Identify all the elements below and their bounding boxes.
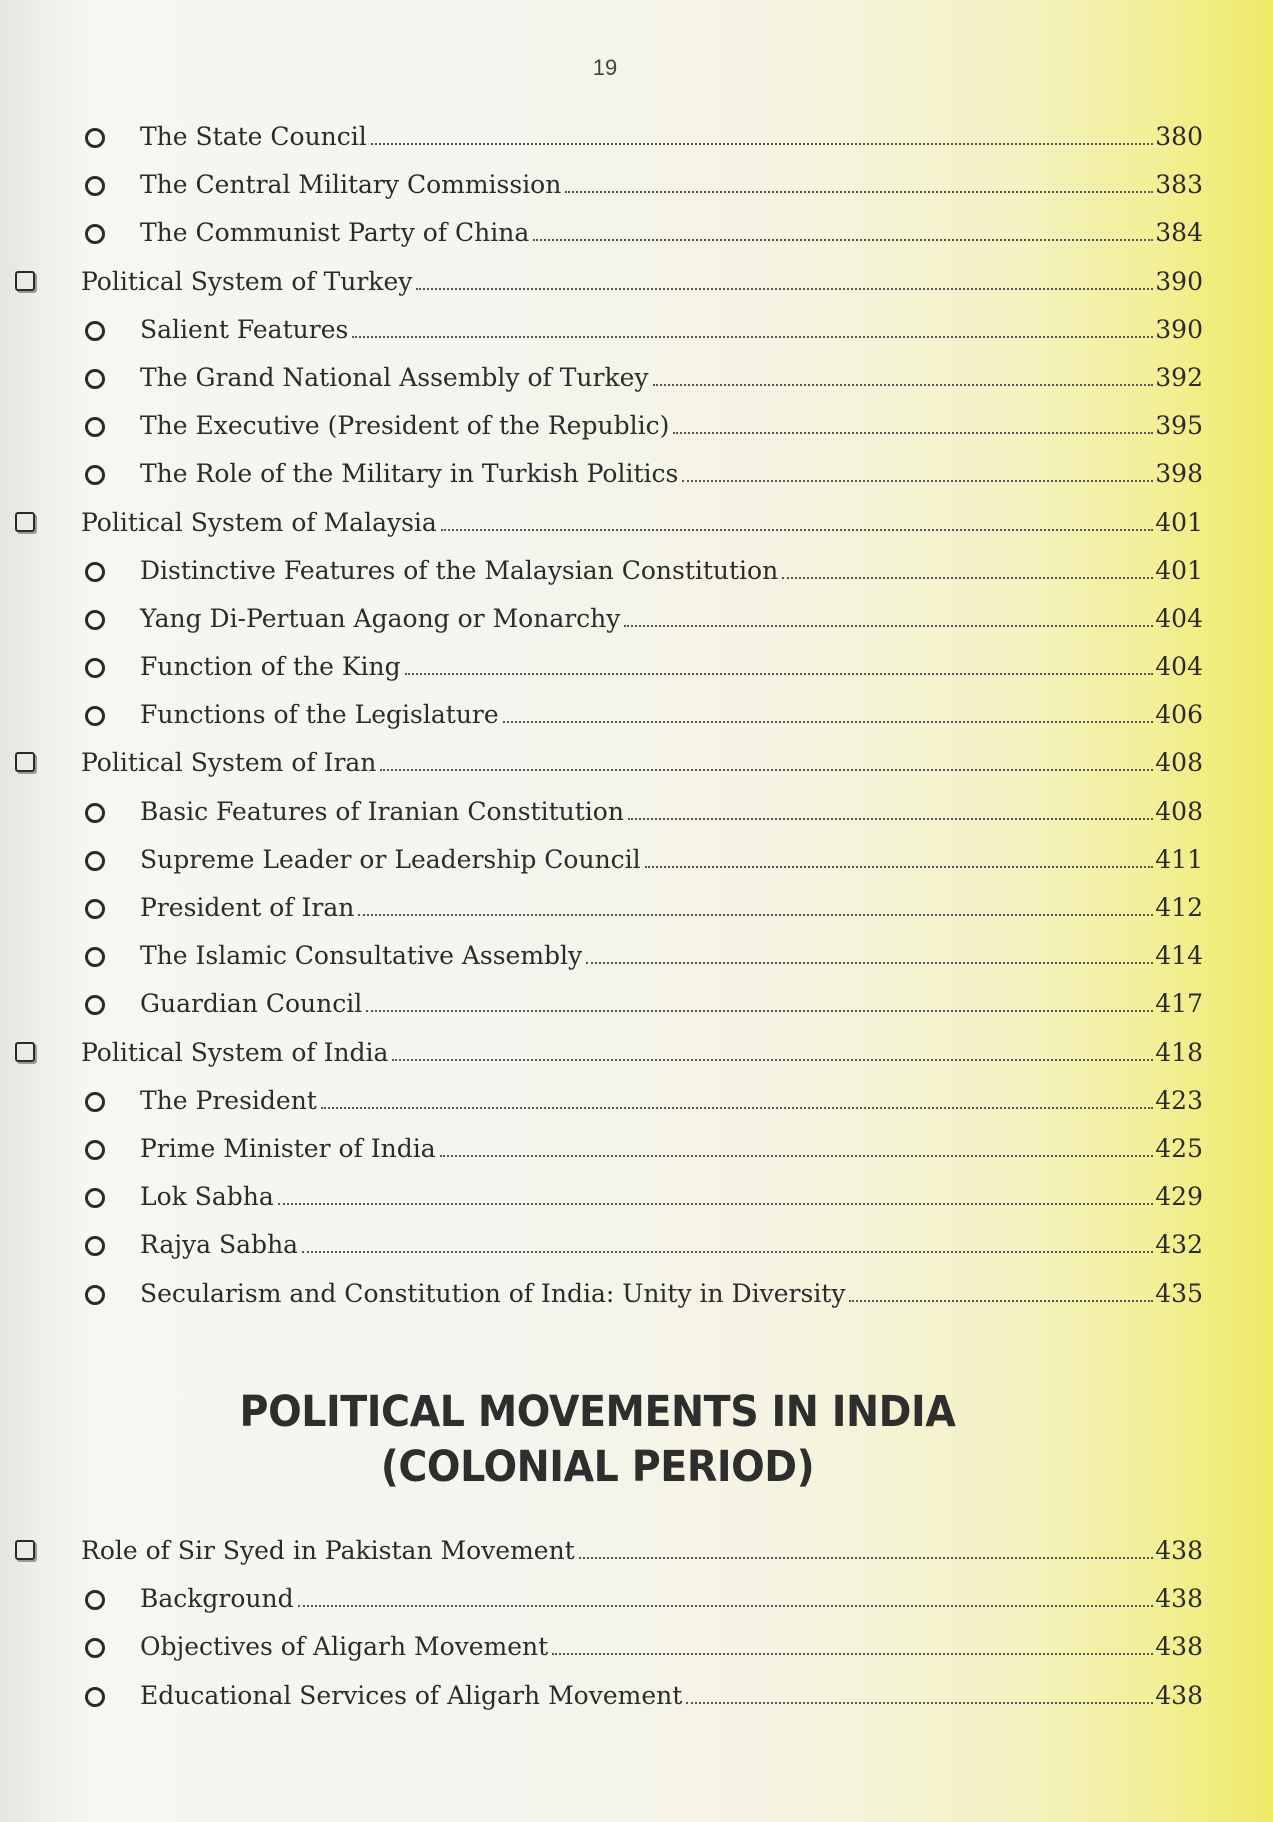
toc-entry-page: 414: [1155, 941, 1203, 971]
circle-bullet-icon: [85, 899, 105, 919]
circle-bullet-icon: [85, 369, 105, 389]
circle-bullet-icon: [85, 417, 105, 437]
toc-entry-page: 390: [1155, 266, 1203, 296]
toc-entry-line: [140, 1221, 1203, 1269]
chapter-heading-line-1: POLITICAL MOVEMENTS IN INDIA: [239, 1387, 956, 1437]
toc-entry-title: Background: [140, 1584, 294, 1614]
toc-entry-line: [140, 354, 1203, 402]
toc-entry-title: President of Iran: [140, 893, 355, 922]
dot-leader: [321, 1106, 1153, 1109]
circle-bullet-icon: [85, 1590, 105, 1610]
chapter-heading-line-2: (COLONIAL PERIOD): [380, 1442, 815, 1492]
toc-subsection-entry: [0, 1125, 1273, 1173]
toc-entry-title: Salient Features: [140, 314, 349, 344]
circle-bullet-icon: [85, 610, 105, 630]
toc-entry-line: [81, 258, 1203, 306]
dot-leader: [653, 383, 1154, 386]
toc-entry-title: The Central Military Commission: [140, 170, 562, 200]
circle-bullet-icon: [85, 562, 105, 582]
toc-subsection-entry: [0, 595, 1273, 643]
toc-subsection-entry: [0, 354, 1273, 402]
toc-entry-title: The Role of the Military in Turkish Politics: [140, 459, 679, 489]
dot-leader: [533, 238, 1153, 241]
toc-entry-page: 392: [1155, 362, 1203, 392]
toc-entry-line: [140, 691, 1203, 739]
toc-entry-page: 411: [1155, 844, 1203, 874]
toc-subsection-entry: [0, 402, 1273, 450]
dot-leader: [849, 1299, 1153, 1302]
toc-entry-line: [140, 113, 1203, 161]
toc-entry-title: Secularism and Constitution of India: Unity in Diversity: [140, 1278, 846, 1308]
toc-entry-page: 408: [1155, 796, 1203, 826]
dot-leader: [366, 1009, 1153, 1012]
circle-bullet-icon: [85, 465, 105, 485]
dot-leader: [673, 431, 1153, 434]
square-bullet-icon: [15, 752, 35, 772]
circle-bullet-icon: [85, 1140, 105, 1160]
square-bullet-icon: [15, 1042, 35, 1062]
toc-subsection-entry: [0, 980, 1273, 1028]
toc-entry-line: [81, 739, 1203, 787]
circle-bullet-icon: [85, 995, 105, 1015]
toc-entry-title: The President: [140, 1085, 317, 1115]
dot-leader: [358, 913, 1153, 916]
toc-subsection-entry: [0, 932, 1273, 980]
toc-entry-page: 406: [1155, 700, 1203, 730]
dot-leader: [278, 1202, 1153, 1205]
page-number: 19: [592, 55, 618, 80]
toc-entry-line: [81, 1527, 1203, 1575]
toc-entry-page: 398: [1155, 459, 1203, 489]
dot-leader: [682, 479, 1153, 482]
toc-entry-title: Functions of the Legislature: [140, 700, 499, 730]
toc-subsection-entry: [0, 547, 1273, 595]
toc-entry-line: [140, 884, 1203, 932]
toc-entry-line: [140, 1575, 1203, 1623]
toc-subsection-entry: [0, 1077, 1273, 1125]
toc-entry-page: 438: [1155, 1536, 1203, 1565]
toc-entry-page: 408: [1155, 748, 1203, 778]
dot-leader: [405, 672, 1154, 675]
toc-list-colonial: [0, 1527, 1273, 1720]
toc-subsection-entry: [0, 209, 1273, 257]
toc-entry-line: [140, 209, 1203, 257]
toc-entry-page: 432: [1155, 1230, 1203, 1260]
circle-bullet-icon: [85, 803, 105, 823]
toc-entry-page: 435: [1155, 1278, 1203, 1308]
toc-section-entry: [0, 258, 1273, 306]
toc-entry-page: 425: [1155, 1133, 1203, 1163]
circle-bullet-icon: [85, 947, 105, 967]
toc-entry-line: [140, 1077, 1203, 1125]
toc-entry-title: The Grand National Assembly of Turkey: [140, 362, 649, 392]
toc-entry-title: The Communist Party of China: [140, 218, 530, 248]
toc-entry-title: Political System of Iran: [81, 748, 377, 778]
circle-bullet-icon: [85, 706, 105, 726]
toc-entry-page: 418: [1155, 1037, 1203, 1067]
circle-bullet-icon: [85, 1285, 105, 1305]
toc-entry-line: [140, 306, 1203, 354]
toc-entry-title: The Executive (President of the Republic): [140, 411, 670, 441]
dot-leader: [686, 1701, 1153, 1704]
dot-leader: [352, 335, 1153, 338]
toc-subsection-entry: [0, 1270, 1273, 1318]
square-bullet-icon: [15, 271, 35, 291]
toc-subsection-entry: [0, 1173, 1273, 1221]
toc-entry-title: Function of the King: [140, 652, 401, 682]
toc-subsection-entry: [0, 306, 1273, 354]
toc-entry-title: Political System of Turkey: [81, 266, 413, 296]
dot-leader: [441, 528, 1153, 531]
circle-bullet-icon: [85, 851, 105, 871]
toc-entry-line: [140, 932, 1203, 980]
toc-entry-page: 429: [1155, 1182, 1203, 1212]
toc-section-entry: [0, 1029, 1273, 1077]
toc-entry-page: 395: [1155, 411, 1203, 441]
toc-section-entry: [0, 739, 1273, 787]
dot-leader: [628, 817, 1153, 820]
dot-leader: [302, 1250, 1153, 1253]
toc-entry-page: 438: [1155, 1632, 1203, 1662]
toc-subsection-entry: [0, 161, 1273, 209]
toc-entry-page: 401: [1155, 507, 1203, 537]
square-bullet-icon: [15, 1540, 35, 1560]
toc-entry-title: The State Council: [140, 122, 367, 151]
toc-entry-line: [81, 499, 1203, 547]
circle-bullet-icon: [85, 658, 105, 678]
toc-entry-title: Supreme Leader or Leadership Council: [140, 844, 641, 874]
toc-entry-line: [81, 1029, 1203, 1077]
toc-subsection-entry: [0, 691, 1273, 739]
circle-bullet-icon: [85, 1188, 105, 1208]
toc-entry-line: [140, 402, 1203, 450]
circle-bullet-icon: [85, 224, 105, 244]
dot-leader: [782, 576, 1153, 579]
circle-bullet-icon: [85, 1687, 105, 1707]
circle-bullet-icon: [85, 321, 105, 341]
circle-bullet-icon: [85, 1092, 105, 1112]
toc-entry-title: Rajya Sabha: [140, 1230, 299, 1260]
toc-entry-line: [140, 1270, 1203, 1318]
dot-leader: [503, 720, 1154, 723]
dot-leader: [371, 142, 1154, 145]
toc-entry-page: 404: [1155, 652, 1203, 682]
toc-entry-page: 438: [1155, 1584, 1203, 1614]
toc-entry-page: 384: [1155, 218, 1203, 248]
circle-bullet-icon: [85, 128, 105, 148]
dot-leader: [416, 287, 1153, 290]
dot-leader: [392, 1058, 1153, 1061]
toc-entry-page: 380: [1155, 122, 1203, 151]
toc-entry-page: 390: [1155, 314, 1203, 344]
dot-leader: [565, 190, 1153, 193]
toc-subsection-entry: [0, 643, 1273, 691]
toc-entry-title: Educational Services of Aligarh Movement: [140, 1680, 683, 1710]
dot-leader: [552, 1652, 1153, 1655]
dot-leader: [380, 768, 1153, 771]
toc-entry-title: Political System of India: [81, 1037, 389, 1067]
toc-subsection-entry: [0, 836, 1273, 884]
dot-leader: [624, 624, 1153, 627]
toc-entry-line: [140, 1623, 1203, 1671]
toc-section-entry: [0, 1527, 1273, 1575]
toc-entry-line: [140, 547, 1203, 595]
toc-entry-title: The Islamic Consultative Assembly: [140, 941, 583, 971]
toc-entry-title: Yang Di-Pertuan Agaong or Monarchy: [140, 603, 621, 633]
toc-entry-title: Distinctive Features of the Malaysian Constitution: [140, 555, 779, 585]
dot-leader: [645, 865, 1154, 868]
toc-entry-title: Lok Sabha: [140, 1182, 274, 1212]
toc-entry-title: Prime Minister of India: [140, 1133, 436, 1163]
toc-subsection-entry: [0, 1221, 1273, 1269]
toc-subsection-entry: [0, 1623, 1273, 1671]
toc-entry-page: 417: [1155, 989, 1203, 1019]
toc-entry-title: Basic Features of Iranian Constitution: [140, 796, 624, 826]
toc-entry-line: [140, 980, 1203, 1028]
circle-bullet-icon: [85, 176, 105, 196]
toc-entry-line: [140, 788, 1203, 836]
toc-entry-title: Objectives of Aligarh Movement: [140, 1632, 549, 1662]
toc-entry-page: 412: [1155, 893, 1203, 922]
toc-entry-page: 438: [1155, 1680, 1203, 1710]
dot-leader: [298, 1604, 1154, 1607]
toc-subsection-entry: [0, 884, 1273, 932]
circle-bullet-icon: [85, 1638, 105, 1658]
toc-entry-line: [140, 836, 1203, 884]
dot-leader: [586, 961, 1153, 964]
toc-entry-page: 423: [1155, 1085, 1203, 1115]
chapter-heading: [48, 1385, 1147, 1495]
toc-entry-line: [140, 595, 1203, 643]
toc-subsection-entry: [0, 788, 1273, 836]
toc-subsection-entry: [0, 1575, 1273, 1623]
toc-list: [0, 113, 1273, 1318]
toc-entry-page: 383: [1155, 170, 1203, 200]
toc-entry-line: [140, 1672, 1203, 1720]
dot-leader: [440, 1154, 1154, 1157]
circle-bullet-icon: [85, 1236, 105, 1256]
toc-entry-line: [140, 450, 1203, 498]
toc-entry-line: [140, 1125, 1203, 1173]
toc-section-entry: [0, 499, 1273, 547]
toc-entry-line: [140, 1173, 1203, 1221]
toc-entry-title: Political System of Malaysia: [81, 507, 437, 537]
square-bullet-icon: [15, 512, 35, 532]
toc-subsection-entry: [0, 113, 1273, 161]
toc-entry-page: 404: [1155, 603, 1203, 633]
toc-entry-title: Guardian Council: [140, 989, 363, 1019]
toc-entry-title: Role of Sir Syed in Pakistan Movement: [81, 1536, 575, 1565]
toc-subsection-entry: [0, 1672, 1273, 1720]
toc-entry-line: [140, 161, 1203, 209]
toc-subsection-entry: [0, 450, 1273, 498]
dot-leader: [579, 1556, 1154, 1559]
toc-entry-line: [140, 643, 1203, 691]
toc-entry-page: 401: [1155, 555, 1203, 585]
